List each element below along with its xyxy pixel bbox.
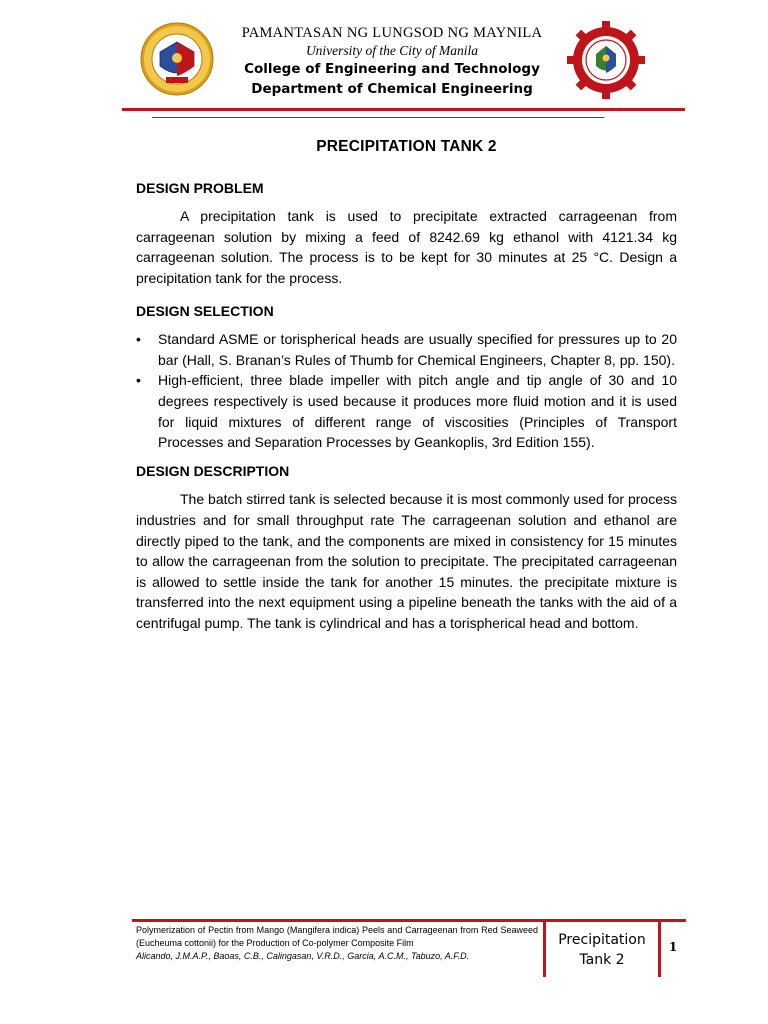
university-subtitle: University of the City of Manila: [305, 43, 479, 58]
header-rule: [122, 108, 685, 111]
design-problem-heading: DESIGN PROBLEM: [136, 179, 264, 196]
bullet-icon: •: [136, 331, 141, 348]
design-problem-text: A precipitation tank is used to precipitate extracted carrageenan from carrageenan solution by mixing a feed of 8242.69 kg ethanol with 4121.34 kg carrageenan solution. The process is to be kept for 30 minutes at 25 °C. Design a precipitation tank for the process.: [136, 208, 677, 286]
institution-header: [222, 24, 562, 99]
header-rule-thin: [152, 117, 604, 118]
design-selection-list: [136, 329, 677, 453]
college-name: College of Engineering and Technology: [244, 61, 540, 77]
document-body: [136, 130, 677, 645]
footer-authors: Alicando, J.M.A.P., Baoas, C.B., Calingasan, V.R.D., Garcia, A.C.M., Tabuzo, A.F.D.: [136, 951, 470, 961]
university-name: PAMANTASAN NG LUNGSOD NG MAYNILA: [241, 25, 543, 41]
footer-section-label: Precipitation Tank 2: [558, 932, 646, 968]
list-item-text: High-efficient, three blade impeller with pitch angle and tip angle of 30 and 10 degrees respectively is used because it produces more fluid motion and it is used for liquid mixtures of different range of viscosities (Principles of Transport Processes and Separation Processes by Geankoplis, 3rd Edition 155).: [158, 372, 677, 451]
design-selection-heading: DESIGN SELECTION: [136, 302, 274, 319]
plm-seal-logo: [140, 22, 214, 96]
bullet-icon: •: [136, 372, 141, 389]
design-description-heading: DESIGN DESCRIPTION: [136, 462, 290, 479]
footer-rule: [132, 919, 686, 922]
list-item-text: Standard ASME or torispherical heads are usually specified for pressures up to 20 bar (Hall, S. Branan’s Rules of Thumb for Chemical Engineers, Chapter 8, pp. 150).: [158, 331, 677, 368]
footer-divider: [658, 919, 661, 977]
list-item: [136, 370, 677, 452]
list-item: [136, 329, 677, 370]
footer-reference-title: Polymerization of Pectin from Mango (Mangifera indica) Peels and Carrageenan from Red Seaweed (Eucheuma cottonii) for the Production of Co-polymer Composite Film: [136, 925, 538, 948]
department-name: Department of Chemical Engineering: [251, 81, 533, 97]
document-title: PRECIPITATION TANK 2: [316, 138, 497, 155]
footer-reference: [136, 924, 538, 963]
engineering-gear-logo: [566, 20, 646, 100]
design-description-text: The batch stirred tank is selected because it is most commonly used for process industries and for small throughput rate The carrageenan solution and ethanol are directly piped to the tank, and the components are mixed in consistency for 15 minutes to allow the carrageenan from the solution to precipitate. The precipitated carrageenan is allowed to settle inside the tank for another 15 minutes. the precipitate mixture is transferred into the next equipment using a pipeline beneath the tanks with the aid of a centrifugal pump. The tank is cylindrical and has a torispherical head and bottom.: [136, 491, 677, 631]
footer-divider: [543, 919, 546, 977]
page-number: 1: [668, 940, 678, 954]
